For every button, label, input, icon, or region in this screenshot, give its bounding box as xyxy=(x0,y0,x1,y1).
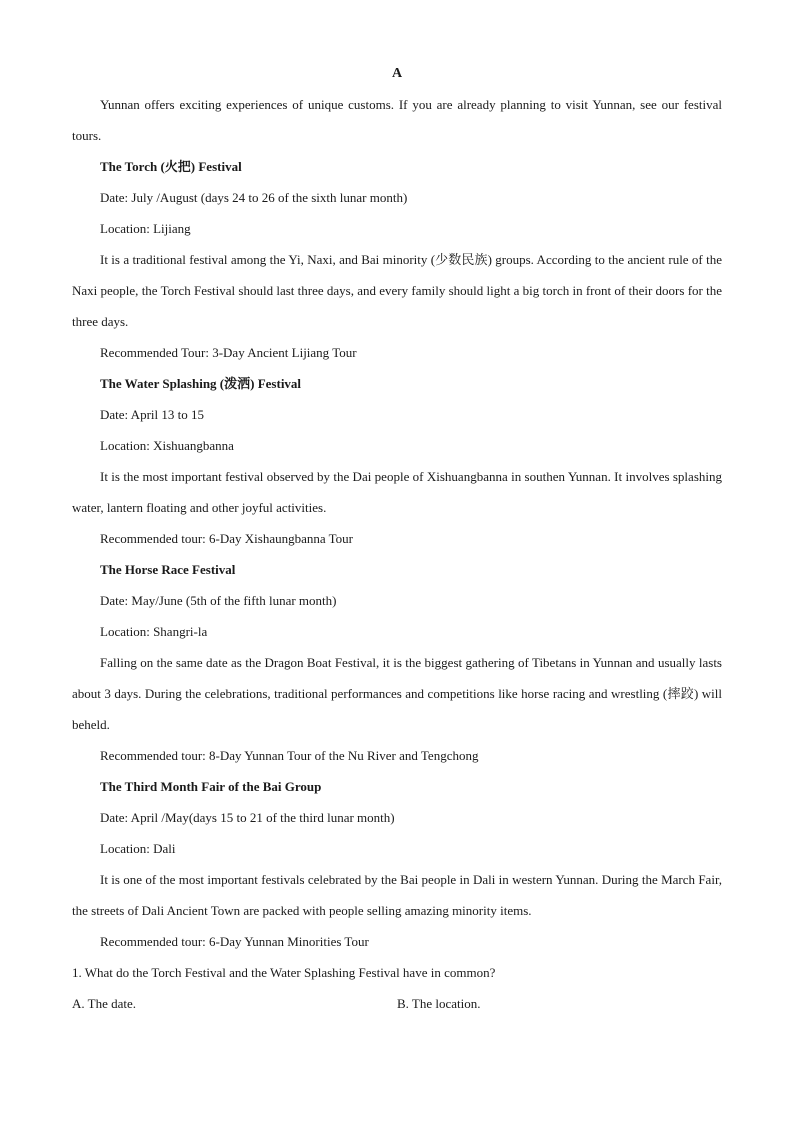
festival-heading-torch: The Torch (火把) Festival xyxy=(100,159,242,174)
festival-description: It is one of the most important festivals celebrated by the Bai people in Dali in western Yunnan. During the March Fair, the streets of Dali Ancient Town are packed with people selling amazing minority items. xyxy=(72,872,722,918)
festival-tour: Recommended Tour: 3-Day Ancient Lijiang Tour xyxy=(100,345,357,360)
festival-location: Location: Dali xyxy=(100,841,176,856)
festival-heading-water-splashing: The Water Splashing (泼洒) Festival xyxy=(100,376,302,391)
festival-location: Location: Shangri-la xyxy=(100,624,208,639)
question-text: 1. What do the Torch Festival and the Water Splashing Festival have in common? xyxy=(72,965,496,980)
festival-date: Date: April 13 to 15 xyxy=(100,407,204,422)
festival-tour: Recommended tour: 8-Day Yunnan Tour of the Nu River and Tengchong xyxy=(100,748,479,763)
question-options xyxy=(72,988,722,1019)
option-a: A. The date. xyxy=(72,996,137,1011)
passage-title: A xyxy=(391,66,403,81)
festival-tour: Recommended tour: 6-Day Xishaungbanna Tour xyxy=(100,531,354,546)
option-b: B. The location. xyxy=(397,996,481,1011)
festival-heading-third-month-fair: The Third Month Fair of the Bai Group xyxy=(100,779,322,794)
document-page xyxy=(72,58,722,1019)
festival-description: It is a traditional festival among the Yi, Naxi, and Bai minority (少数民族) groups. According to the ancient rule of the Naxi people, the Torch Festival should last three days, and every family should light a big torch in front of their doors for the three days. xyxy=(72,252,722,329)
festival-description: Falling on the same date as the Dragon Boat Festival, it is the biggest gathering of Tibetans in Yunnan and usually lasts about 3 days. During the celebrations, traditional performances and competitions like horse racing and wrestling (摔跤) will beheld. xyxy=(72,655,722,732)
festival-location: Location: Xishuangbanna xyxy=(100,438,234,453)
festival-date: Date: May/June (5th of the fifth lunar month) xyxy=(100,593,337,608)
festival-heading-horse-race: The Horse Race Festival xyxy=(100,562,236,577)
festival-date: Date: July /August (days 24 to 26 of the sixth lunar month) xyxy=(100,190,408,205)
festival-description: It is the most important festival observed by the Dai people of Xishuangbanna in southen Yunnan. It involves splashing water, lantern floating and other joyful activities. xyxy=(72,469,722,515)
festival-tour: Recommended tour: 6-Day Yunnan Minorities Tour xyxy=(100,934,369,949)
festival-location: Location: Lijiang xyxy=(100,221,191,236)
intro-paragraph: Yunnan offers exciting experiences of unique customs. If you are already planning to visit Yunnan, see our festival tours. xyxy=(72,97,722,143)
festival-date: Date: April /May(days 15 to 21 of the third lunar month) xyxy=(100,810,395,825)
